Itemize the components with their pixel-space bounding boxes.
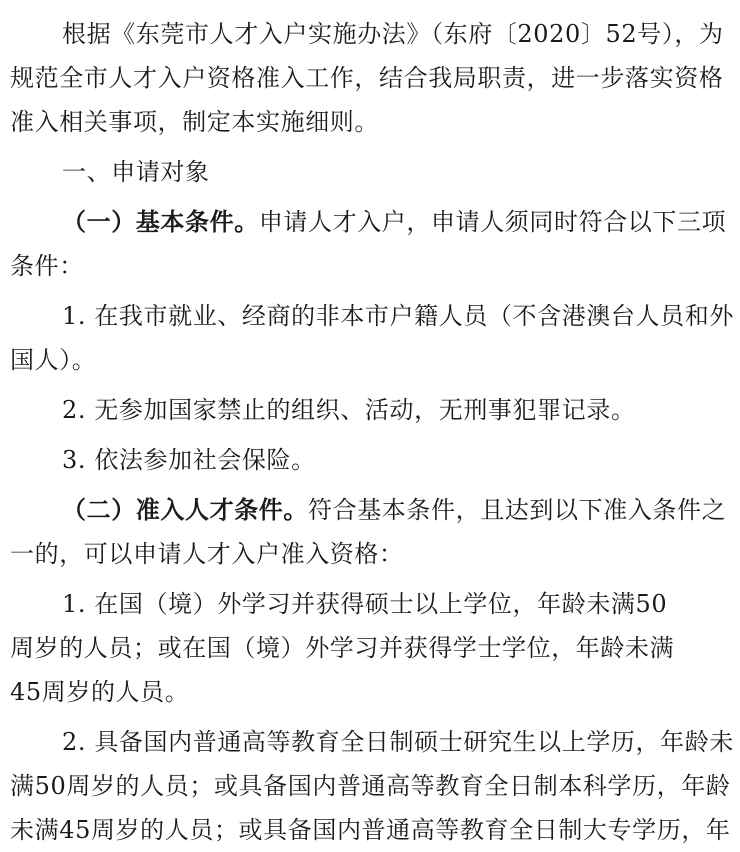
basic-conditions-title: （一）基本条件。 xyxy=(62,207,259,236)
list-item xyxy=(10,388,726,432)
basic-conditions-paragraph xyxy=(10,200,726,288)
admission-conditions-line: 一的，可以申请人才入户准入资格： xyxy=(10,540,404,568)
intro-line: 根据《东莞市人才入户实施办法》（东府〔2020〕52号），为 xyxy=(62,20,724,48)
list-item-line: 1. 在国（境）外学习并获得硕士以上学位，年龄未满50 xyxy=(62,590,668,618)
list-item-line: 1. 在我市就业、经商的非本市户籍人员（不含港澳台人员和外 xyxy=(62,302,734,330)
admission-conditions-paragraph xyxy=(10,488,726,576)
list-item-line: 国人）。 xyxy=(10,346,97,374)
section-heading: 一、申请对象 xyxy=(62,158,210,186)
document-page xyxy=(10,12,734,852)
basic-conditions-text: 申请人才入户，申请人须同时符合以下三项 xyxy=(258,208,727,236)
list-item xyxy=(10,582,726,714)
list-item xyxy=(10,294,734,382)
intro-line: 准入相关事项，制定本实施细则。 xyxy=(10,108,379,136)
list-item-line: 45周岁的人员。 xyxy=(10,678,190,706)
list-item xyxy=(10,720,734,852)
list-item-line: 未满45周岁的人员；或具备国内普通高等教育全日制大专学历，年 xyxy=(10,816,731,844)
list-item xyxy=(10,438,726,482)
list-item-line: 2. 无参加国家禁止的组织、活动，无刑事犯罪记录。 xyxy=(62,396,636,424)
list-item-line: 满50周岁的人员；或具备国内普通高等教育全日制本科学历，年龄 xyxy=(10,772,731,800)
admission-conditions-title: （二）准入人才条件。 xyxy=(62,495,308,524)
intro-paragraph xyxy=(10,12,726,144)
list-item-line: 周岁的人员；或在国（境）外学习并获得学士学位，年龄未满 xyxy=(10,634,675,662)
admission-conditions-line xyxy=(10,488,726,532)
basic-conditions-line: 条件： xyxy=(10,252,84,280)
list-item-line: 3. 依法参加社会保险。 xyxy=(62,446,316,474)
intro-line: 规范全市人才入户资格准入工作，结合我局职责，进一步落实资格 xyxy=(10,64,724,92)
admission-conditions-text: 符合基本条件，且达到以下准入条件之 xyxy=(308,496,727,524)
basic-conditions-line xyxy=(10,200,726,244)
list-item-line: 2. 具备国内普通高等教育全日制硕士研究生以上学历，年龄未 xyxy=(62,728,734,756)
